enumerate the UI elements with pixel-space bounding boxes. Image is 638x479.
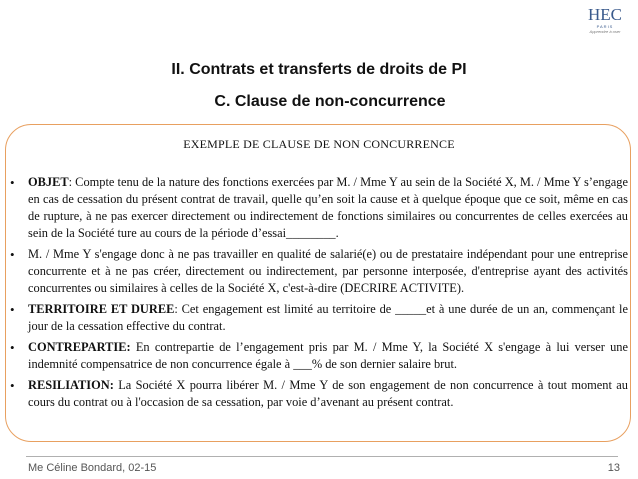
footer-author: Me Céline Bondard, 02-15 (28, 462, 157, 474)
logo-city: PARIS (596, 24, 614, 29)
hec-logo (582, 6, 628, 36)
clause-heading: EXEMPLE DE CLAUSE DE NON CONCURRENCE (183, 137, 455, 151)
clause-content (10, 174, 628, 415)
slide-subtitle: C. Clause de non-concurrence (214, 93, 446, 110)
clause-item-engagement (10, 246, 628, 297)
bullet-icon: • (10, 247, 15, 262)
clause-keyword: RESILIATION: (28, 378, 114, 392)
clause-text: La Société X pourra libérer M. / Mme Y de son engagement de non concurrence à tout moment au cours du contrat ou à l'occasion de sa cessation, par voie d’avenant au présent contrat. (28, 378, 628, 409)
bullet-icon: • (10, 175, 15, 190)
logo-tagline: Apprendre à oser (589, 29, 621, 34)
clause-text: : Compte tenu de la nature des fonctions exercées par M. / Mme Y au sein de la Société X, M. / Mme Y s’engage en cas de cessation du présent contrat de travail, quelle qu’en soit la cause et à quelque époque que ce soit, même en cas de rupture, à ne pas exercer directement ou indirectement de fonctions similaires ou concurrentes de celles exercées au sein de la Société ture au cours de la période d’essai________. (28, 175, 629, 240)
clause-text: M. / Mme Y s'engage donc à ne pas travailler en qualité de salarié(e) ou de prestataire indépendant pour une entreprise concurrente et à ne pas créer, directement ou indirectement, par personne interposée, d'entreprise ayant des activités concurrentes ou similaires à celles de la Société X, c'est-à-dire (DECRIRE ACTIVITE). (28, 247, 628, 295)
bullet-icon: • (10, 302, 15, 317)
clause-item-contrepartie (10, 339, 628, 373)
bullet-icon: • (10, 340, 15, 355)
clause-text: : Cet engagement est limité au territoire de _____et à une durée de un an, commençant le jour de la cessation effective du contrat. (28, 302, 628, 333)
clause-keyword: CONTREPARTIE: (28, 340, 131, 354)
logo-mark: HEC (588, 5, 622, 24)
footer-divider (26, 456, 618, 457)
slide-title: II. Contrats et transferts de droits de PI (171, 61, 467, 78)
clause-item-territoire (10, 301, 628, 335)
clause-text: En contrepartie de l’engagement pris par M. / Mme Y, la Société X s'engage à lui verser une indemnité compensatrice de non concurrence égale à ___% de son dernier salaire brut. (28, 340, 628, 371)
page-number: 13 (607, 462, 620, 474)
clause-keyword: TERRITOIRE ET DUREE (28, 302, 175, 316)
clause-item-resiliation (10, 377, 628, 411)
clause-item-objet (10, 174, 628, 242)
bullet-icon: • (10, 378, 15, 393)
clause-keyword: OBJET (28, 175, 69, 189)
